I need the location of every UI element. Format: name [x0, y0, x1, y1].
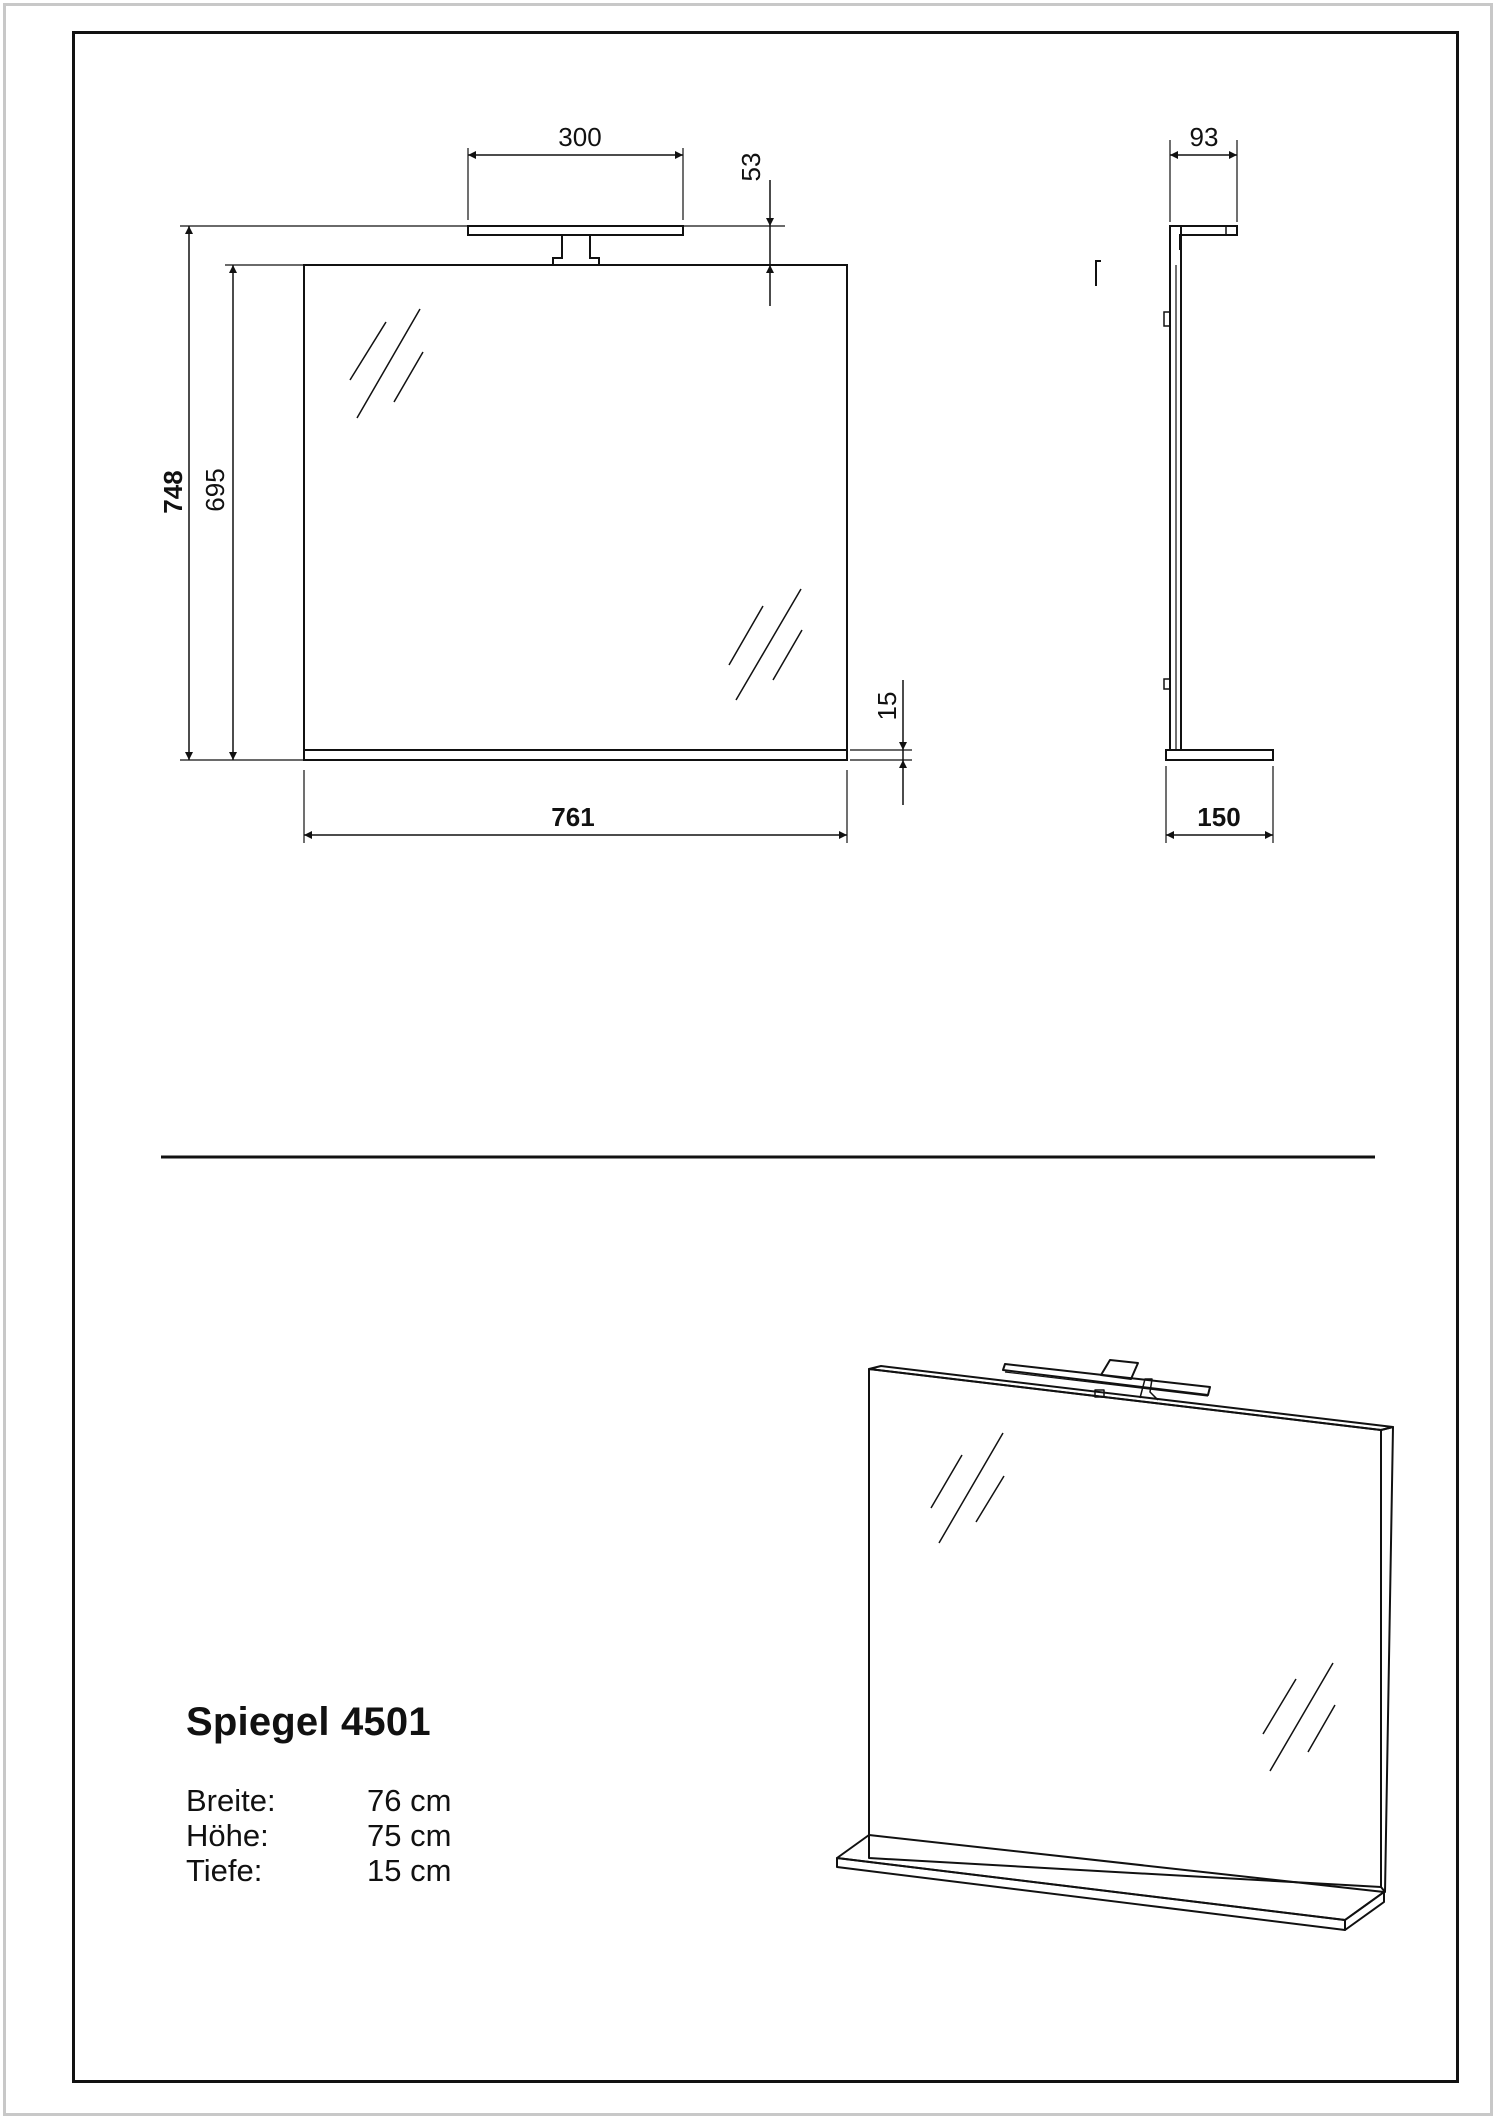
dim-label-300: 300 [558, 122, 602, 152]
extension-lines [180, 148, 912, 843]
perspective-shelf-front [837, 1858, 1345, 1930]
lamp-mount [553, 235, 599, 265]
perspective-reflection-bottom [1263, 1663, 1335, 1771]
side-view [1096, 140, 1273, 843]
spec-label: Tiefe: [186, 1853, 263, 1888]
perspective-shelf-right [1345, 1892, 1384, 1930]
perspective-right-edge [1381, 1427, 1393, 1892]
spec-row-depth [186, 1853, 451, 1888]
perspective-top-edge [869, 1366, 1393, 1430]
dim-label-761: 761 [551, 802, 595, 832]
side-extension-lines [1166, 140, 1273, 843]
spec-row-width [186, 1783, 451, 1818]
perspective-reflection-top [931, 1433, 1004, 1543]
perspective-mirror [869, 1369, 1381, 1887]
glass-reflection-bottom [729, 589, 802, 700]
hook-symbol [1096, 261, 1101, 286]
dim-label-93: 93 [1189, 122, 1219, 152]
spec-value: 75 cm [367, 1818, 452, 1853]
spec-label: Breite: [186, 1783, 276, 1818]
dim-label-150: 150 [1197, 802, 1241, 832]
dim-label-53: 53 [736, 152, 766, 182]
product-title: Spiegel 4501 [186, 1700, 431, 1744]
front-view [180, 148, 912, 843]
side-shelf [1166, 750, 1273, 760]
lamp-bar [468, 226, 683, 235]
product-info [186, 1700, 451, 1888]
spec-value: 15 cm [367, 1853, 452, 1888]
dim-label-748: 748 [158, 470, 188, 514]
dim-label-15: 15 [872, 691, 902, 721]
glass-reflection-top [350, 309, 423, 418]
spec-row-height [186, 1818, 451, 1853]
dim-label-695: 695 [200, 468, 230, 512]
shelf [304, 750, 847, 760]
spec-value: 76 cm [367, 1783, 452, 1818]
perspective-view [837, 1360, 1393, 1930]
perspective-lamp-bar [1003, 1364, 1210, 1395]
mirror-panel [304, 265, 847, 750]
spec-label: Höhe: [186, 1818, 269, 1853]
